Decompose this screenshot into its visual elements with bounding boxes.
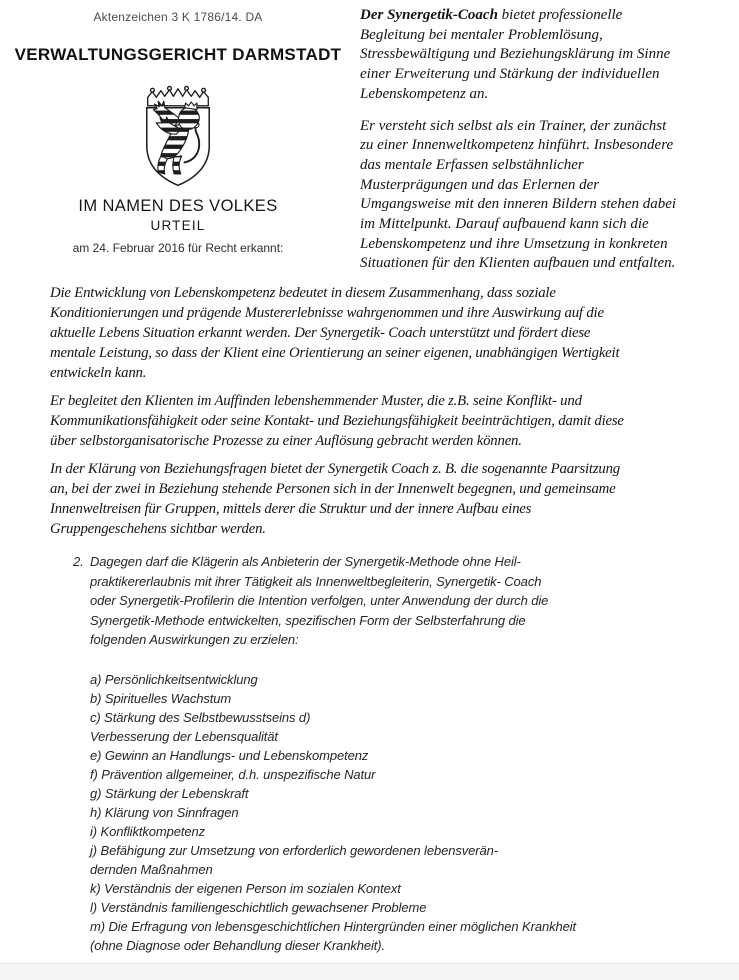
synergetik-coach-term: Der Synergetik-Coach: [360, 7, 498, 23]
judgment-word: URTEIL: [150, 218, 206, 233]
page-bottom-gutter: [0, 963, 739, 980]
item-2-effects-list: a) Persönlichkeitsentwicklung b) Spirituelles Wachstum c) Stärkung des Selbstbewusstseins d) Verbesserung der Lebensqualität e) Gewinn an Handlungs- und Lebenskompetenz f) Prävention allgemeiner, d.h. unspezifische Natur g) Stärkung der Lebenskraft h) Klärung von Sinnfragen i) Konfliktkompetenz j) Befähigung zur Umsetzung von erforderlich gewordenen lebensverän- dernden Maßnahmen k) Verständnis der eigenen Person im sozialen Kontext l) Verständnis familiengeschichtlich gewachsener Probleme m) Die Erfragung von lebensgeschichtlichen Hintergründen einer möglichen Krankheit (ohne Diagnose oder Behandlung dieser Krankheit).: [90, 671, 577, 953]
body-paragraph-lebenskompetenz: Die Entwicklung von Lebenskompetenz bedeutet in diesem Zusammenhang, dass soziale Konditionierungen und prägende Mustererlebnisse wahrgenommen und ihre Auswirkung auf die aktuelle Lebens Situation erkannt werden. Der Synergetik- Coach unterstützt und fördert diese mentale Leistung, so dass der Klient eine Orientierung an seiner eigenen, unabhängigen Wertigkeit entwickeln kann.: [50, 285, 620, 381]
numbered-item-2: [73, 552, 719, 955]
item-2-text: Dagegen darf die Klägerin als Anbieterin der Synergetik-Methode ohne Heil- praktikererlaubnis mit ihrer Tätigkeit als Innenweltbegleiterin, Synergetik- Coach oder Synergetik-Profilerin die Intention verfolgen, unter Anwendung der durch die Synergetik-Methode entwickelten, spezifischen Form der Selbsterfahrung die folgenden Auswirkungen zu erzielen:: [90, 554, 549, 648]
quote-paragraph-trainer: Er versteht sich selbst als ein Trainer, der zunächst zu einer Innenweltkompetenz hinführt. Insbesondere das mentale Erfassen selbstähnlicher Musterprägungen und das Erlernen der Umgangsweise mit den inneren Bildern stehen dabei im Mittelpunkt. Darauf aufbauend kann sich die Lebenskompetenz und ihre Umsetzung in konkreten Situationen für den Klienten aufbauen und entfalten.: [360, 117, 677, 272]
quote-paragraph-1-line-1: bietet professionelle: [497, 7, 623, 23]
document-body-paragraphs: [50, 278, 711, 539]
court-header: [0, 0, 356, 278]
body-paragraph-beziehungsfragen: In der Klärung von Beziehungsfragen bietet der Synergetik Coach z. B. die sogenannte Paarsitzung an, bei der zwei in Beziehung stehende Personen sich in der Innenwelt begegnen, und gemeinsame Innenweltreisen für Gruppen, mittels derer die Struktur und der innere Aufbau eines Gruppengeschehens sichtbar werden.: [50, 461, 620, 537]
hessen-coat-of-arms-icon: [129, 85, 227, 191]
coat-of-arms-wrap: [0, 85, 356, 191]
item-2-number: 2.: [73, 554, 84, 569]
judgment-date-line: am 24. Februar 2016 für Recht erkannt:: [72, 241, 284, 255]
quote-paragraph-synergetik-coach: [360, 6, 729, 105]
document-header-section: [0, 0, 739, 278]
body-paragraph-begleitung: Er begleitet den Klienten im Auffinden lebenshemmender Muster, die z.B. seine Konflikt- und Kommunikationsfähigkeit oder seine Kontakt- und Beziehungsfähigkeit beeinträchtigen, damit diese über selbstorganisatorische Prozesse zu einer Auflösung gebracht werden können.: [50, 393, 624, 449]
case-number: Aktenzeichen 3 K 1786/14. DA: [93, 10, 263, 24]
quote-paragraph-1-lines: Begleitung bei mentaler Problemlösung, Stressbewältigung und Beziehungsklärung im Sinne einer Erweiterung und Stärkung der individuellen Lebenskompetenz an.: [360, 26, 671, 102]
court-name: VERWALTUNGSGERICHT DARMSTADT: [14, 45, 342, 64]
in-the-name-of-the-people: IM NAMEN DES VOLKES: [78, 197, 278, 215]
quoted-description-column: [356, 0, 739, 278]
